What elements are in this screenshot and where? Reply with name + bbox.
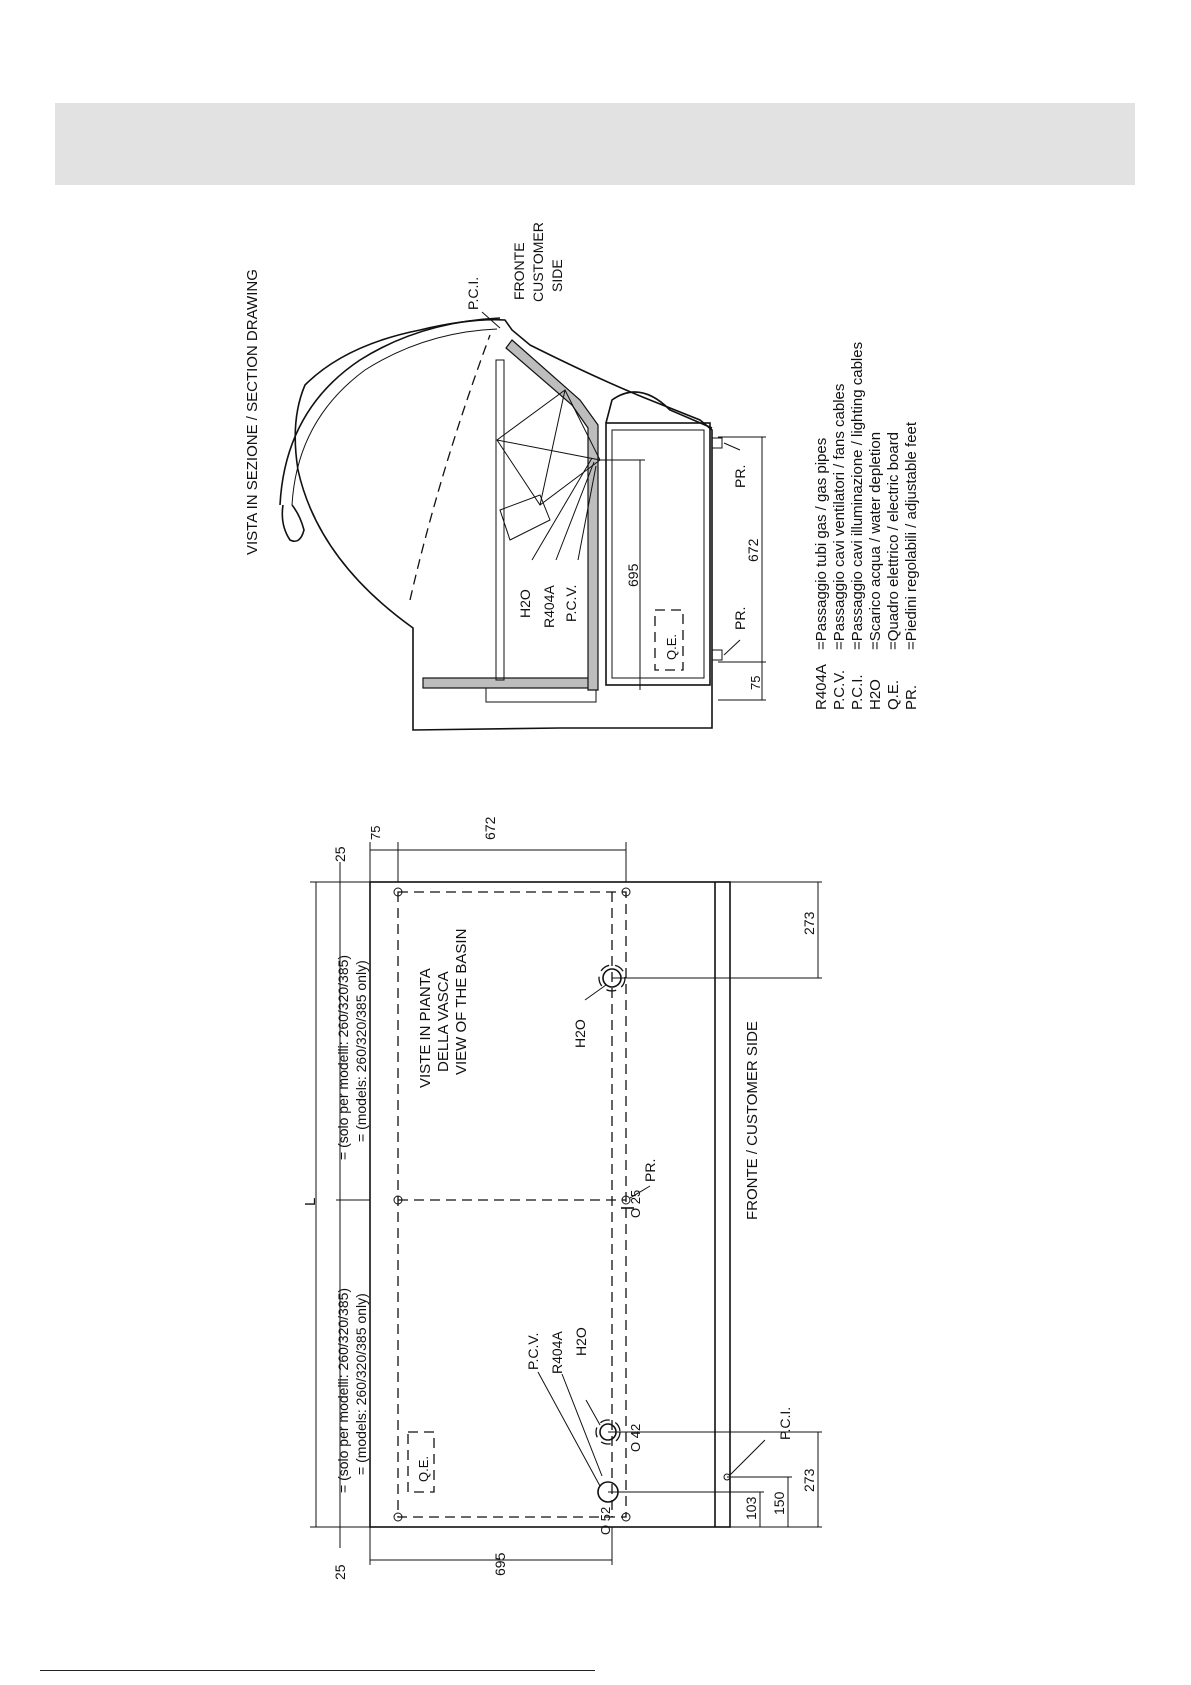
plan-dim-25-top: 25 [332,846,348,862]
plan-pcv-label: P.C.V. [525,1332,541,1370]
section-shelf-diagonal [506,340,598,690]
section-pci-label: P.C.I. [465,276,481,310]
legend-text-6: =Piedini regolabili / adjustable feet [903,421,920,650]
plan-note-en-2: = (models: 260/320/385 only) [353,1293,369,1475]
legend-text-4: =Scarico acqua / water depletion [867,431,884,650]
plan-note-it-2: = (solo per modelli: 260/320/385) [335,1287,351,1493]
section-dim-75: 75 [748,675,763,690]
plan-note-it-1: = (solo per modelli: 260/320/385) [335,954,351,1160]
legend-text-3: =Passaggio cavi illuminazione / lighting cables [849,341,866,650]
section-qe-label: Q.E. [664,633,679,660]
section-basin [606,423,710,685]
plan-title-1: VISTE IN PIANTA [417,968,434,1088]
plan-front-label: FRONTE / CUSTOMER SIDE [744,1021,761,1220]
section-r404a-label: R404A [541,585,557,628]
section-pr-label-2: PR. [732,606,748,630]
plan-title-2: DELLA VASCA [435,971,452,1072]
plan-h2o-label-top: H2O [572,1019,588,1048]
plan-dim-273-bottom: 273 [801,1468,817,1492]
plan-dim-273-top: 273 [801,911,817,935]
section-pcv-label: P.C.V. [563,584,579,622]
plan-qe-label: Q.E. [416,1455,431,1482]
section-fan-box [500,495,550,540]
section-dashed-arc [410,335,490,600]
legend-text-5: =Quadro elettrico / electric board [885,431,902,650]
section-dim-672: 672 [745,538,761,562]
section-foot-left [712,438,722,448]
footer-rule [40,1670,595,1671]
plan-note-en-1: = (models: 260/320/385 only) [353,960,369,1142]
section-basin-inner [612,430,704,678]
section-glass-hinge [282,505,304,541]
legend-code-5: Q.E. [885,679,902,710]
section-dim-695: 695 [625,563,641,587]
section-view [244,222,920,730]
plan-pci-label: P.C.I. [777,1406,793,1440]
plan-dia-52: O 52 [598,1506,613,1535]
plan-pr-label: PR. [642,1158,658,1182]
legend-code-4: H2O [867,679,884,710]
section-pr-label-1: PR. [732,464,748,488]
plan-dim-672: 672 [482,816,498,840]
section-title: VISTA IN SEZIONE / SECTION DRAWING [244,269,261,555]
section-front-label-2: CUSTOMER [530,222,546,302]
plan-dim-103: 103 [743,1496,759,1520]
plan-view [302,816,822,1580]
plan-dim-75: 75 [368,825,383,840]
section-h2o-label: H2O [517,589,533,618]
section-front-label-1: FRONTE [511,242,527,300]
plan-r404a-label: R404A [549,1331,565,1374]
legend [813,342,920,710]
legend-text-1: =Passaggio tubi gas / gas pipes [813,437,830,650]
legend-text-2: =Passaggio cavi ventilatori / fans cables [831,383,848,650]
legend-code-6: PR. [903,684,920,710]
section-glass-arc [280,318,500,505]
section-rear-wall [423,678,593,688]
plan-dia-42: O 42 [628,1423,643,1452]
plan-h2o-label-bottom: H2O [573,1327,589,1356]
plan-dim-150: 150 [771,1491,787,1515]
legend-code-2: P.C.V. [831,669,848,710]
section-glass-arc-inner [292,329,497,505]
section-shelf-vertical [496,360,504,680]
legend-code-3: P.C.I. [849,674,866,710]
section-foot-right [712,650,722,660]
plan-dim-695: 695 [492,1552,508,1576]
section-base-plate [486,688,596,702]
plan-title-3: VIEW OF THE BASIN [453,928,470,1075]
plan-dia-25: O 25 [628,1189,643,1218]
section-front-label-3: SIDE [549,259,565,292]
plan-dim-25-bottom: 25 [332,1564,348,1580]
legend-code-1: R404A [813,664,830,710]
plan-dim-L: L [302,1197,319,1206]
